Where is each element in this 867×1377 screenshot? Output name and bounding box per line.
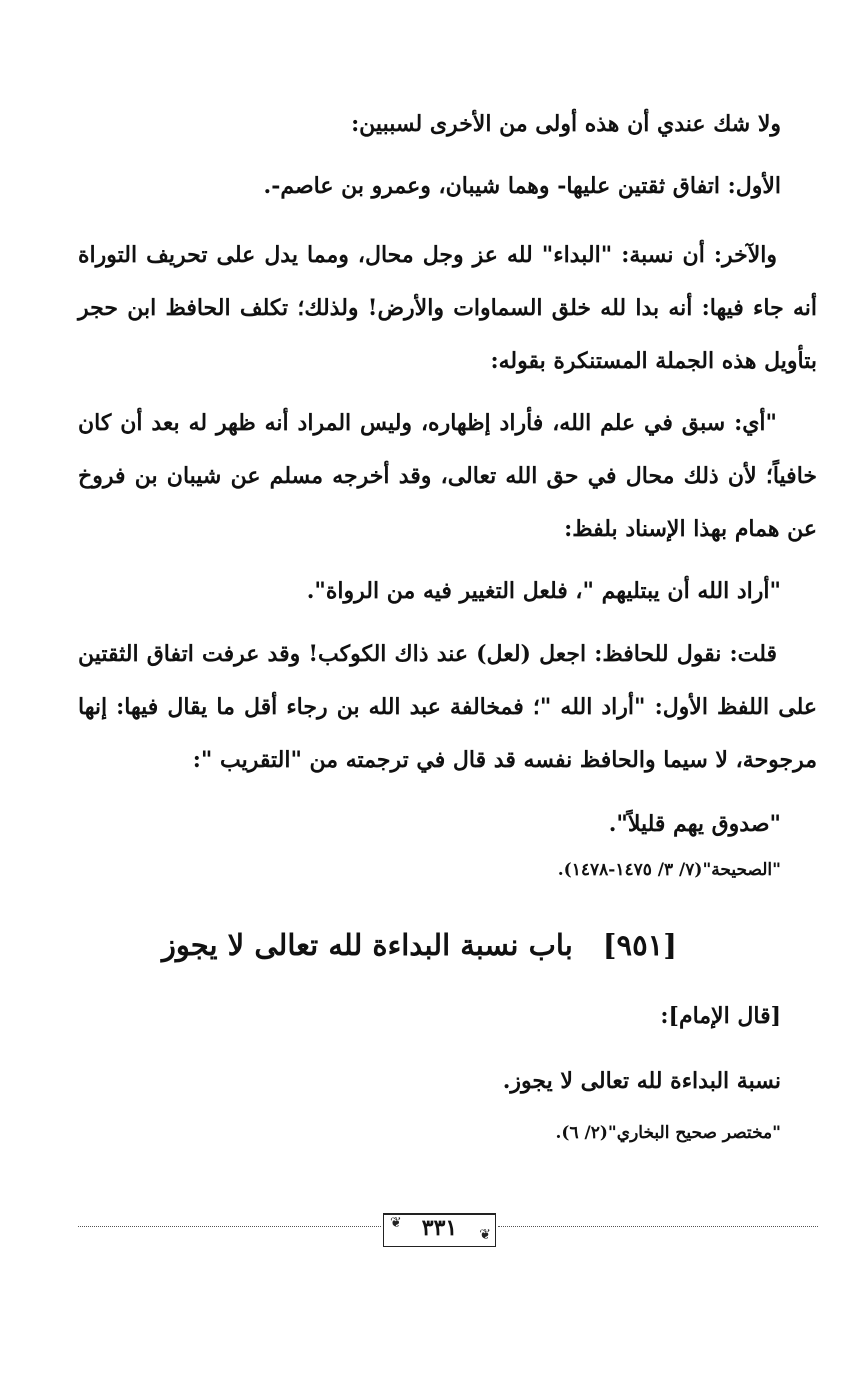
page-number: ٣٣١ <box>421 1215 458 1241</box>
paragraph-second-reason: والآخر: أن نسبة: "البداء" لله عز وجل محال، ومما يدل على تحريف التوراة أنه جاء فيها: أنه بدا لله خلق السماوات والأرض! ولذلك؛ تكلف الحافظ ابن حجر بتأويل هذه الجملة المستنكرة بقوله: <box>78 242 817 374</box>
ornament-icon: ❦ <box>390 1215 402 1231</box>
reference-sahiha: "الصحيحة"(٧/ ٣/ ١٤٧٥-١٤٧٨). <box>557 860 781 880</box>
paragraph-ruling: نسبة البداءة لله تعالى لا يجوز. <box>502 1068 781 1094</box>
paragraph-quote-taqrib: "صدوق يهم قليلاً". <box>608 811 781 837</box>
footer-divider-left <box>78 1226 381 1227</box>
paragraph-first-reason: الأول: اتفاق ثقتين عليها- وهما شيبان، وعمرو بن عاصم-. <box>263 173 781 199</box>
paragraph-author-comment: قلت: نقول للحافظ: اجعل (لعل) عند ذاك الكوكب! وقد عرفت اتفاق الثقتين على اللفظ الأول: "أراد الله "؛ فمخالفة عبد الله بن رجاء أقل ما يقال فيها: إنها مرجوحة، لا سيما والحافظ نفسه قد قال في ترجمته من "التقريب ": <box>78 641 817 773</box>
page-number-frame <box>383 1213 496 1247</box>
paragraph-quote-narrators: "أراد الله أن يبتليهم "، فلعل التغيير فيه من الرواة". <box>306 578 781 604</box>
ornament-icon: ❦ <box>479 1227 491 1243</box>
chapter-number: [٩٥١] <box>602 928 677 962</box>
paragraph-quote-hafiz: "أي: سبق في علم الله، فأراد إظهاره، وليس المراد أنه ظهر له بعد أن كان خافياً؛ لأن ذلك محال في حق الله تعالى، وقد أخرجه مسلم عن شيبان بن فروخ عن همام بهذا الإسناد بلفظ: <box>78 410 817 542</box>
chapter-title: باب نسبة البداءة لله تعالى لا يجوز <box>161 928 573 962</box>
paragraph-imam-said: [قال الإمام]: <box>660 1003 781 1029</box>
footer-divider-right <box>498 1226 818 1227</box>
paragraph-reasons-intro: ولا شك عندي أن هذه أولى من الأخرى لسببين: <box>351 111 781 137</box>
reference-bukhari: "مختصر صحيح البخاري"(٢/ ٦). <box>555 1123 781 1143</box>
chapter-heading <box>162 928 677 962</box>
